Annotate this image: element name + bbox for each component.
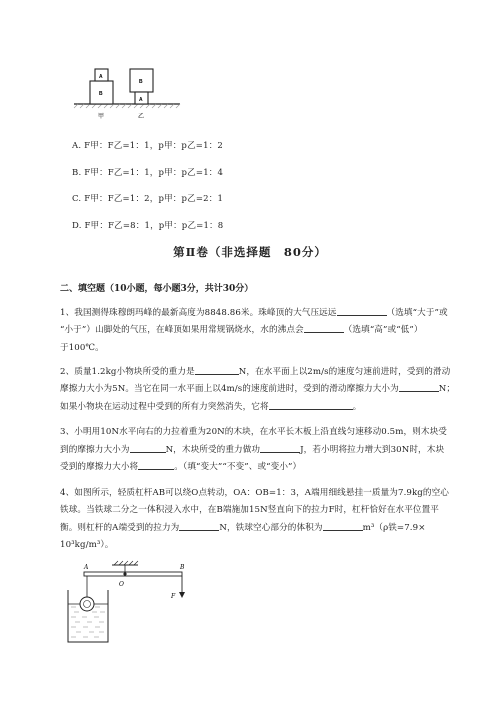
answer-blank[interactable] <box>304 323 344 333</box>
label-f: F <box>171 593 176 600</box>
q4-line3: 衡。则杠杆的A端受到的拉力为 N，铁球空心部分的体积为 m³（ρ铁=7.9× <box>60 523 426 533</box>
section-heading: 二、填空题（10小题，每小题3分，共计30分） <box>60 284 254 294</box>
block-label-b: B <box>99 91 103 97</box>
label-a: A <box>84 564 89 571</box>
q1-line2: “小于”）山脚处的气压，在峰顶如果用常规锅烧水，水的沸点会 （选填“高”或“低”） <box>60 325 423 335</box>
answer-blank[interactable] <box>130 443 166 453</box>
q4-line1: 4、如图所示，轻质杠杆AB可以绕O点转动，OA：OB=1：3，A端用细线悬挂一质量为7.9kg的空心 <box>60 488 449 498</box>
q2-line1: 2、质量1.2kg小物块所受的重力是 N，在水平面上以2m/s的速度匀速前进时，受到的滑动 <box>60 367 451 377</box>
answer-blank[interactable] <box>138 460 174 470</box>
q3-line3: 受到的摩擦力大小将 。（填“变大”“不变”、或“变小”） <box>60 462 302 472</box>
figure-lever-diagram <box>62 560 202 645</box>
q1-line3: 于100℃。 <box>60 343 104 353</box>
label-jia: 甲 <box>98 113 105 120</box>
part-title: 第Ⅱ卷（非选择题 80分） <box>173 245 327 259</box>
option-b: B. F甲：F乙=1：1，p甲：p乙=1：4 <box>72 168 224 178</box>
iron-ball <box>80 597 94 611</box>
answer-blank[interactable] <box>323 521 363 531</box>
label-o: O <box>119 581 124 588</box>
answer-blank[interactable] <box>337 306 387 316</box>
q4-line2: 铁球。当铁球二分之一体积浸入水中，在B端施加15N竖直向下的拉力F时，杠杆恰好在水平位置平 <box>60 505 439 515</box>
q4-line4: 10³kg/m³）。 <box>60 540 114 550</box>
q2-line2: 摩擦力大小为5N。当它在同一水平面上以4m/s的速度前进时，受到的滑动摩擦力大小为 N； <box>60 384 456 394</box>
option-a: A. F甲：F乙=1：1，p甲：p乙=1：2 <box>72 141 224 151</box>
answer-blank[interactable] <box>399 382 439 392</box>
option-c: C. F甲：F乙=1：2，p甲：p乙=2：1 <box>72 194 224 204</box>
answer-blank[interactable] <box>179 521 219 531</box>
block-label-b2: B <box>139 79 143 85</box>
answer-blank[interactable] <box>269 400 353 410</box>
q3-line1: 3、小明用10N水平向右的力拉着重为20N的木块，在水平长木板上沿直线匀速移动0.5m，则木块受 <box>60 427 447 437</box>
q1-line1: 1、我国测得珠穆朗玛峰的最新高度为8848.86米。珠峰顶的大气压远远 （选填“大于”或 <box>60 308 448 318</box>
block-label-a: A <box>99 74 103 80</box>
answer-blank[interactable] <box>260 443 300 453</box>
lever-bar <box>84 572 182 576</box>
label-b: B <box>180 564 185 571</box>
option-d: D. F甲：F乙=8：1，p甲：p乙=1：8 <box>72 221 224 231</box>
q3-line2: 到的摩擦力大小为 N，木块所受的重力做功 J，若小明将拉力增大到30N时，木块 <box>60 445 445 455</box>
figure-blocks-diagram <box>70 62 185 124</box>
block-label-a2: A <box>139 97 143 103</box>
force-arrow <box>179 592 185 598</box>
label-yi: 乙 <box>138 113 145 120</box>
pivot-o <box>123 572 126 575</box>
q2-line3: 如果小物块在运动过程中受到的所有力突然消失，它将 。 <box>60 402 362 412</box>
answer-blank[interactable] <box>195 365 239 375</box>
